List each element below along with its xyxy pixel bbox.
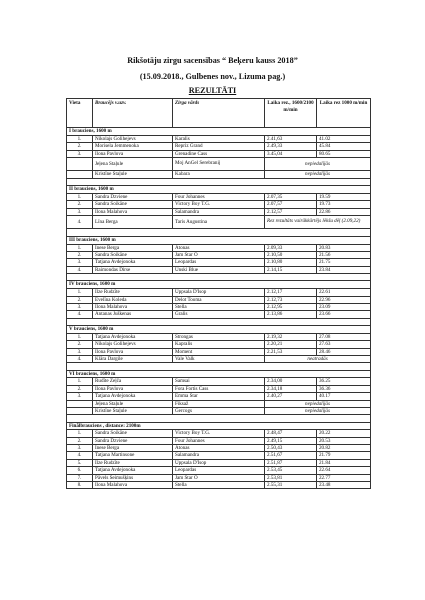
table-row bbox=[67, 143, 371, 150]
driver-cell: Ilze Rudzīte bbox=[93, 289, 173, 296]
horse-cell: Leopardas bbox=[173, 467, 265, 474]
pace-cell: 22.61 bbox=[317, 289, 371, 296]
driver-cell: Ilona Malahova bbox=[93, 303, 173, 310]
time-cell: 3.45,04 bbox=[265, 150, 317, 157]
pace-cell: 21.56 bbox=[317, 251, 371, 258]
pace-cell: 20.53 bbox=[317, 437, 371, 444]
section-title: I brauciens, 1600 m bbox=[67, 128, 371, 136]
note-cell: nepiedalījās bbox=[265, 157, 371, 170]
driver-cell: Tatjana Martinsone bbox=[93, 452, 173, 459]
time-cell: 2.51,67 bbox=[265, 452, 317, 459]
table-row bbox=[67, 157, 371, 170]
time-cell: 2.53,45 bbox=[265, 467, 317, 474]
horse-cell: Fiksaž bbox=[173, 400, 265, 407]
spacer-row bbox=[67, 363, 371, 370]
time-cell: 2.07,57 bbox=[265, 201, 317, 208]
place-cell: 4. bbox=[67, 215, 93, 228]
horse-cell: Uppsala D'Isop bbox=[173, 459, 265, 466]
horse-cell: Victory Boy T.G. bbox=[173, 430, 265, 437]
horse-cell: Salamandra bbox=[173, 452, 265, 459]
driver-cell: Pāvels Seimušķins bbox=[93, 474, 173, 481]
table-row bbox=[67, 333, 371, 340]
place-cell: 3. bbox=[67, 348, 93, 355]
driver-cell: Sandra Soikāne bbox=[93, 201, 173, 208]
section-title: Finālbrauciens , distance: 2100m bbox=[67, 422, 371, 430]
driver-cell: Nikolajs Golihejevs bbox=[93, 341, 173, 348]
pace-cell: 22.64 bbox=[317, 467, 371, 474]
time-cell: 2.49,33 bbox=[265, 143, 317, 150]
document-title: Rikšotāju zirgu sacensības “ Beķeru kauss 2018” bbox=[127, 56, 298, 65]
section-title: VI brauciens, 1600 m bbox=[67, 370, 371, 378]
horse-cell: Strongas bbox=[173, 333, 265, 340]
driver-cell: Raimondas Dirse bbox=[93, 266, 173, 273]
horse-cell: Samsai bbox=[173, 378, 265, 385]
place-cell: 1. bbox=[67, 135, 93, 142]
driver-cell: Sandra Dzviene bbox=[93, 193, 173, 200]
pace-cell: 36.36 bbox=[317, 385, 371, 392]
place-cell: 1. bbox=[67, 244, 93, 251]
time-cell: 2.21,53 bbox=[265, 348, 317, 355]
horse-cell: Four Johannes bbox=[173, 437, 265, 444]
pace-cell: 23.09 bbox=[317, 303, 371, 310]
pace-cell: 27.63 bbox=[317, 341, 371, 348]
table-header-row bbox=[67, 99, 371, 128]
pace-cell: 20.83 bbox=[317, 244, 371, 251]
driver-cell: Tatjana Avdejonoka bbox=[93, 393, 173, 400]
event-details: (15.09.2018., Gulbenes nov., Lizuma pag.) bbox=[139, 72, 286, 81]
horse-cell: Unski Blue bbox=[173, 266, 265, 273]
time-cell: 2.10,50 bbox=[265, 251, 317, 258]
time-cell: 2.19,32 bbox=[265, 333, 317, 340]
pace-cell: 21.84 bbox=[317, 459, 371, 466]
table-row bbox=[67, 303, 371, 310]
horse-cell: Leopardas bbox=[173, 259, 265, 266]
table-row bbox=[67, 355, 371, 362]
pace-cell: 21.79 bbox=[317, 452, 371, 459]
driver-cell: Kristīne Staļule bbox=[93, 407, 173, 414]
note-cell: nepiedalījās bbox=[265, 171, 371, 178]
driver-cell: Ilona Pavlova bbox=[93, 348, 173, 355]
table-row bbox=[67, 208, 371, 215]
time-cell: 2.49,15 bbox=[265, 437, 317, 444]
horse-cell: Four Johannes bbox=[173, 193, 265, 200]
driver-cell: Evelīna Koleda bbox=[93, 296, 173, 303]
place-cell: 6. bbox=[67, 467, 93, 474]
table-row bbox=[67, 215, 371, 228]
time-cell: 2.34,18 bbox=[265, 385, 317, 392]
table-row bbox=[67, 407, 371, 414]
header-horse: Zirga vārds bbox=[173, 99, 265, 128]
table-row bbox=[67, 171, 371, 178]
header-driver: Braucējs v.uzv. bbox=[93, 99, 173, 128]
section-header-row bbox=[67, 128, 371, 136]
pace-cell: 28.46 bbox=[317, 348, 371, 355]
driver-cell: Inese Berga bbox=[93, 445, 173, 452]
place-cell bbox=[67, 400, 93, 407]
horse-cell: Kabara bbox=[173, 171, 265, 178]
time-cell: 2.13,86 bbox=[265, 311, 317, 318]
table-row bbox=[67, 400, 371, 407]
horse-cell: Repriz Grand bbox=[173, 143, 265, 150]
horse-cell: Emma Star bbox=[173, 393, 265, 400]
driver-cell: Līna Berga bbox=[93, 215, 173, 228]
driver-cell: Tatjana Avdejonoka bbox=[93, 259, 173, 266]
table-row bbox=[67, 259, 371, 266]
pace-cell: 23.48 bbox=[317, 481, 371, 488]
table-row bbox=[67, 296, 371, 303]
horse-cell: Victory Boy T.G. bbox=[173, 201, 265, 208]
pace-cell: 20.82 bbox=[317, 445, 371, 452]
time-cell: 2.41,63 bbox=[265, 135, 317, 142]
place-cell: 2. bbox=[67, 143, 93, 150]
place-cell: 1. bbox=[67, 430, 93, 437]
spacer-cell bbox=[67, 318, 371, 325]
pace-cell: 22.96 bbox=[317, 296, 371, 303]
table-row bbox=[67, 150, 371, 157]
table-row bbox=[67, 474, 371, 481]
horse-cell: Atonas bbox=[173, 445, 265, 452]
driver-cell: Inese Berga bbox=[93, 244, 173, 251]
horse-cell: Atonas bbox=[173, 244, 265, 251]
pace-cell: 21.75 bbox=[317, 259, 371, 266]
driver-cell: Jeļena Staļule bbox=[93, 400, 173, 407]
horse-cell: Kapralis bbox=[173, 341, 265, 348]
note-cell: nepiedalījās bbox=[265, 400, 371, 407]
place-cell: 3. bbox=[67, 208, 93, 215]
pace-cell: 40.17 bbox=[317, 393, 371, 400]
time-cell: 2.20,21 bbox=[265, 341, 317, 348]
horse-cell: Taris Augustina bbox=[173, 215, 265, 228]
driver-cell: Antanas Juškenas bbox=[93, 311, 173, 318]
driver-cell: Sandra Dzviene bbox=[93, 437, 173, 444]
table-row bbox=[67, 452, 371, 459]
section-header-row bbox=[67, 422, 371, 430]
note-cell: neatradās bbox=[265, 355, 371, 362]
place-cell: 2. bbox=[67, 437, 93, 444]
spacer-cell bbox=[67, 363, 371, 370]
time-cell: 2.12,17 bbox=[265, 289, 317, 296]
section-header-row bbox=[67, 236, 371, 244]
table-row bbox=[67, 311, 371, 318]
pace-cell: 45.84 bbox=[317, 143, 371, 150]
note-cell: nepiedalījās bbox=[265, 407, 371, 414]
table-row bbox=[67, 393, 371, 400]
time-cell: 2.55,31 bbox=[265, 481, 317, 488]
table-row bbox=[67, 437, 371, 444]
table-row bbox=[67, 135, 371, 142]
horse-cell: Delot Tooma bbox=[173, 296, 265, 303]
results-table bbox=[66, 98, 371, 489]
driver-cell: Tatjana Avdejonoka bbox=[93, 333, 173, 340]
table-row bbox=[67, 430, 371, 437]
pace-cell: 23.66 bbox=[317, 311, 371, 318]
spacer-cell bbox=[67, 178, 371, 185]
spacer-row bbox=[67, 273, 371, 280]
place-cell: 4. bbox=[67, 266, 93, 273]
pace-cell: 22.86 bbox=[317, 208, 371, 215]
section-title: II brauciens, 1600 m bbox=[67, 186, 371, 194]
horse-cell: Grenadine Cass bbox=[173, 150, 265, 157]
table-row bbox=[67, 266, 371, 273]
section-title: III brauciens, 1600 m bbox=[67, 236, 371, 244]
spacer-row bbox=[67, 415, 371, 422]
driver-cell: Sandra Soikāne bbox=[93, 251, 173, 258]
place-cell bbox=[67, 157, 93, 170]
time-cell: 2.51,87 bbox=[265, 459, 317, 466]
time-cell: 2.48,47 bbox=[265, 430, 317, 437]
horse-cell: Salamandra bbox=[173, 208, 265, 215]
place-cell: 2. bbox=[67, 296, 93, 303]
time-cell: 2.12,95 bbox=[265, 303, 317, 310]
time-cell: 2.34,00 bbox=[265, 378, 317, 385]
header-time: Laika rez., 1600/2100 m/min bbox=[265, 99, 317, 128]
horse-cell: Jam Star O bbox=[173, 251, 265, 258]
time-cell: 2.40,27 bbox=[265, 393, 317, 400]
table-row bbox=[67, 251, 371, 258]
pace-cell: 23.84 bbox=[317, 266, 371, 273]
driver-cell: Jeļena Staļule bbox=[93, 157, 173, 170]
driver-cell: Kristīne Staļule bbox=[93, 171, 173, 178]
table-row bbox=[67, 378, 371, 385]
horse-cell: Uppsala D'Isop bbox=[173, 289, 265, 296]
driver-cell: Morisela Jemmenoka bbox=[93, 143, 173, 150]
table-row bbox=[67, 341, 371, 348]
time-cell: 2.12,57 bbox=[265, 208, 317, 215]
results-heading: REZULTĀTI bbox=[188, 86, 237, 95]
driver-cell: Klāra Dargile bbox=[93, 355, 173, 362]
horse-cell: Vale Valk bbox=[173, 355, 265, 362]
section-header-row bbox=[67, 370, 371, 378]
pace-cell: 19.73 bbox=[317, 201, 371, 208]
place-cell: 3. bbox=[67, 259, 93, 266]
place-cell bbox=[67, 171, 93, 178]
horse-cell: Gralis bbox=[173, 311, 265, 318]
place-cell: 2. bbox=[67, 201, 93, 208]
table-row bbox=[67, 201, 371, 208]
pace-cell: 22.77 bbox=[317, 474, 371, 481]
table-row bbox=[67, 193, 371, 200]
horse-cell: Jam Star O bbox=[173, 474, 265, 481]
pace-cell: 19.59 bbox=[317, 193, 371, 200]
note-cell: Rez rezultāts vairākkārtējs lēkšu dēļ (2.09,22) bbox=[265, 215, 371, 228]
section-header-row bbox=[67, 281, 371, 289]
spacer-row bbox=[67, 318, 371, 325]
table-row bbox=[67, 481, 371, 488]
horse-cell: Fora Fortis Cass bbox=[173, 385, 265, 392]
place-cell: 3. bbox=[67, 445, 93, 452]
table-row bbox=[67, 289, 371, 296]
table-row bbox=[67, 385, 371, 392]
place-cell: 1. bbox=[67, 193, 93, 200]
time-cell: 2.14,15 bbox=[265, 266, 317, 273]
section-title: V brauciens, 1600 m bbox=[67, 325, 371, 333]
time-cell: 2.53,81 bbox=[265, 474, 317, 481]
driver-cell: Ilona Pavlova bbox=[93, 150, 173, 157]
spacer-cell bbox=[67, 229, 371, 236]
horse-cell: Moj AnGel Serebranij bbox=[173, 157, 265, 170]
place-cell: 1. bbox=[67, 333, 93, 340]
place-cell: 2. bbox=[67, 251, 93, 258]
time-cell: 2.50,43 bbox=[265, 445, 317, 452]
pace-cell: 36.25 bbox=[317, 378, 371, 385]
header-place: Vieta bbox=[67, 99, 93, 128]
header-pace: Laika rez 1000 m/min bbox=[317, 99, 371, 128]
section-header-row bbox=[67, 186, 371, 194]
pace-cell: 20.22 bbox=[317, 430, 371, 437]
place-cell: 4. bbox=[67, 452, 93, 459]
time-cell: 2.12,73 bbox=[265, 296, 317, 303]
time-cell: 2.09,33 bbox=[265, 244, 317, 251]
driver-cell: Ilze Rudzīte bbox=[93, 459, 173, 466]
time-cell: 2.07,35 bbox=[265, 193, 317, 200]
place-cell: 3. bbox=[67, 393, 93, 400]
driver-cell: Rudīte Zeļča bbox=[93, 378, 173, 385]
horse-cell: Gercogs bbox=[173, 407, 265, 414]
place-cell: 2. bbox=[67, 385, 93, 392]
horse-cell: Stella bbox=[173, 303, 265, 310]
place-cell: 1. bbox=[67, 289, 93, 296]
pace-cell: 27.08 bbox=[317, 333, 371, 340]
driver-cell: Tatjana Avdejonoka bbox=[93, 467, 173, 474]
table-row bbox=[67, 348, 371, 355]
horse-cell: Karalis bbox=[173, 135, 265, 142]
horse-cell: Moment bbox=[173, 348, 265, 355]
place-cell: 4. bbox=[67, 355, 93, 362]
table-row bbox=[67, 244, 371, 251]
spacer-cell bbox=[67, 415, 371, 422]
place-cell: 3. bbox=[67, 303, 93, 310]
place-cell: 3. bbox=[67, 150, 93, 157]
place-cell: 8. bbox=[67, 481, 93, 488]
section-title: IV brauciens, 1600 m bbox=[67, 281, 371, 289]
driver-cell: Nikolajs Golihejevs bbox=[93, 135, 173, 142]
time-cell: 2.10,80 bbox=[265, 259, 317, 266]
table-row bbox=[67, 467, 371, 474]
results-body bbox=[67, 128, 371, 489]
table-row bbox=[67, 445, 371, 452]
spacer-cell bbox=[67, 273, 371, 280]
driver-cell: Ilona Malahova bbox=[93, 481, 173, 488]
place-cell: 2. bbox=[67, 341, 93, 348]
table-row bbox=[67, 459, 371, 466]
section-header-row bbox=[67, 325, 371, 333]
place-cell: 4. bbox=[67, 311, 93, 318]
pace-cell: 80.65 bbox=[317, 150, 371, 157]
spacer-row bbox=[67, 178, 371, 185]
driver-cell: Ilona Malahova bbox=[93, 208, 173, 215]
place-cell: 7. bbox=[67, 474, 93, 481]
horse-cell: Stella bbox=[173, 481, 265, 488]
driver-cell: Ilona Pavlova bbox=[93, 385, 173, 392]
pace-cell: 41.02 bbox=[317, 135, 371, 142]
place-cell: 5. bbox=[67, 459, 93, 466]
place-cell bbox=[67, 407, 93, 414]
place-cell: 1. bbox=[67, 378, 93, 385]
spacer-row bbox=[67, 229, 371, 236]
driver-cell: Sandra Soikāne bbox=[93, 430, 173, 437]
